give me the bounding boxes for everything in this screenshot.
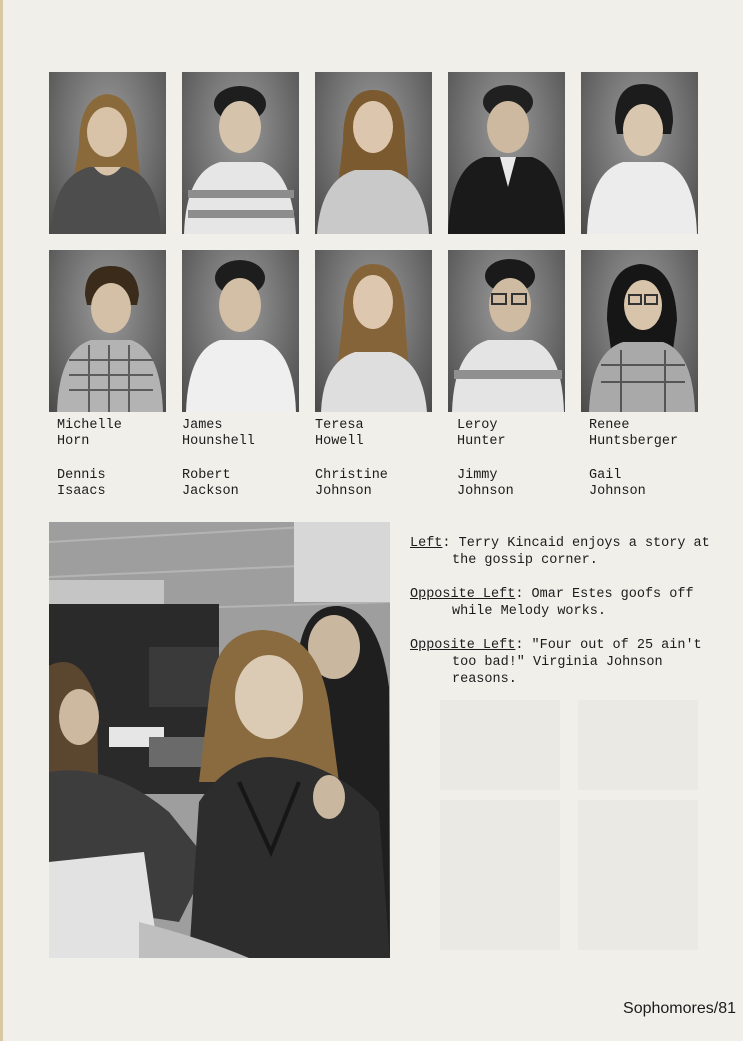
last-name: Johnson <box>457 484 514 499</box>
first-name: Jimmy <box>457 468 498 483</box>
section-name: Sophomores <box>623 1000 714 1017</box>
portrait-teresa-howell <box>315 72 432 234</box>
caption-text: : Omar Estes goofs off while Melody works. <box>452 587 694 619</box>
show-through-1 <box>440 700 560 790</box>
portrait-jimmy-johnson <box>448 250 565 412</box>
last-name: Horn <box>57 434 90 449</box>
portrait-leroy-hunter <box>448 72 565 234</box>
name-column <box>57 418 187 500</box>
last-name: Huntsberger <box>589 434 679 449</box>
portrait-dennis-isaacs <box>49 250 166 412</box>
show-through-2 <box>578 700 698 790</box>
portrait-gail-johnson <box>581 250 698 412</box>
last-name: Howell <box>315 434 364 449</box>
first-name: Robert <box>182 468 231 483</box>
name-column <box>589 418 719 500</box>
portrait-christine-johnson <box>315 250 432 412</box>
caption-text: : "Four out of 25 ain't too bad!" Virginia Johnson reasons. <box>452 638 702 687</box>
page-number: 81 <box>718 1000 736 1017</box>
caption <box>410 535 710 569</box>
name-column <box>457 418 587 500</box>
portrait-robert-jackson <box>182 250 299 412</box>
caption <box>410 637 710 688</box>
portrait-james-hounshell <box>182 72 299 234</box>
captions <box>410 535 710 705</box>
first-name: Leroy <box>457 418 498 433</box>
first-name: Dennis <box>57 468 106 483</box>
show-through-3 <box>440 800 560 950</box>
name-list <box>57 418 717 508</box>
caption-label: Left <box>410 536 443 551</box>
page-edge <box>0 0 3 1041</box>
first-name: Teresa <box>315 418 364 433</box>
caption <box>410 586 710 620</box>
caption-text: : Terry Kincaid enjoys a story at the gossip corner. <box>442 536 710 568</box>
page-folio <box>623 1000 736 1018</box>
first-name: Michelle <box>57 418 122 433</box>
portrait-renee-huntsberger <box>581 72 698 234</box>
candid-photo <box>49 522 390 958</box>
caption-label: Opposite Left <box>410 638 516 653</box>
first-name: Christine <box>315 468 388 483</box>
last-name: Jackson <box>182 484 239 499</box>
first-name: James <box>182 418 223 433</box>
name-column <box>315 418 445 500</box>
name-column <box>182 418 312 500</box>
last-name: Hounshell <box>182 434 255 449</box>
last-name: Johnson <box>315 484 372 499</box>
last-name: Hunter <box>457 434 506 449</box>
show-through-4 <box>578 800 698 950</box>
caption-label: Opposite Left <box>410 587 516 602</box>
last-name: Isaacs <box>57 484 106 499</box>
first-name: Renee <box>589 418 630 433</box>
first-name: Gail <box>589 468 622 483</box>
folio-separator: / <box>713 1000 719 1017</box>
last-name: Johnson <box>589 484 646 499</box>
portrait-michelle-horn <box>49 72 166 234</box>
